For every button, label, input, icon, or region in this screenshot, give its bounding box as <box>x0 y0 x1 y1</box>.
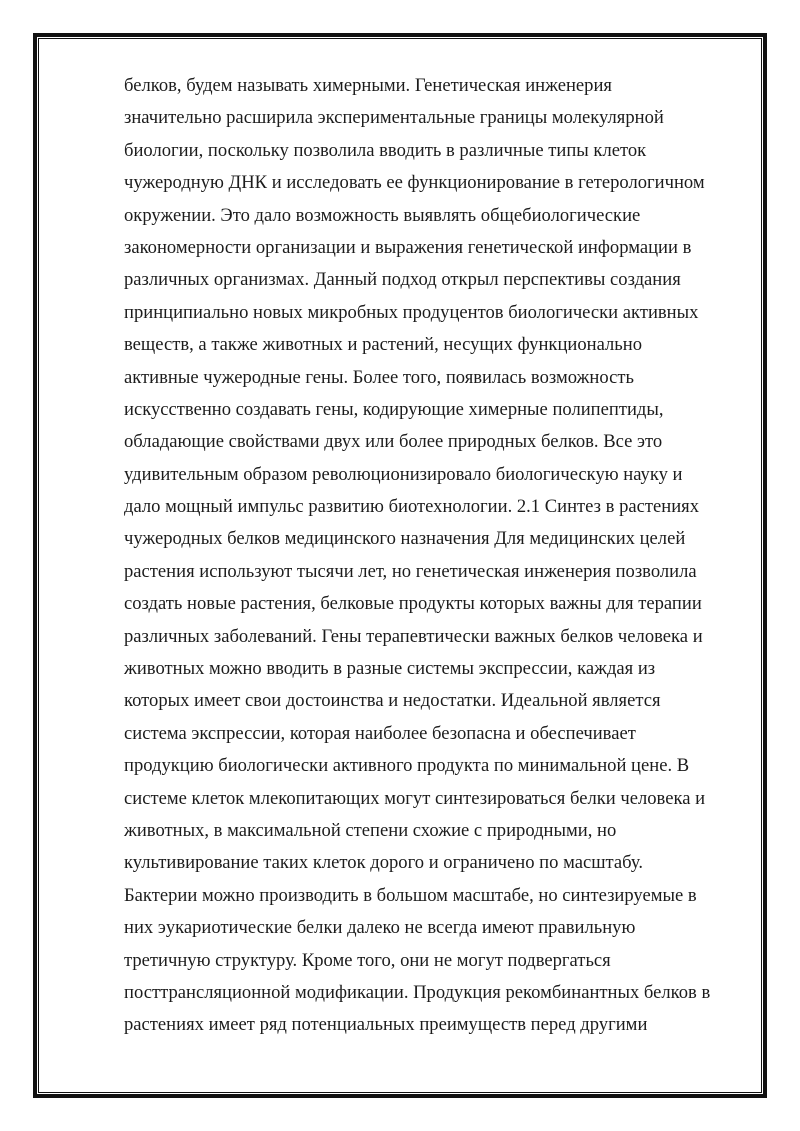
text-line: обладающие свойствами двух или более природных белков. Все это <box>124 431 663 453</box>
text-line: растениях имеет ряд потенциальных преимуществ перед другими <box>124 1014 648 1036</box>
text-line: продукцию биологически активного продукта по минимальной цене. В <box>124 755 690 777</box>
text-line: принципиально новых микробных продуцентов биологически активных <box>124 301 699 323</box>
text-line: искусственно создавать гены, кодирующие химерные полипептиды, <box>124 398 664 420</box>
text-line: белков, будем называть химерными. Генетическая инженерия <box>124 75 612 96</box>
text-line: создать новые растения, белковые продукты которых важны для терапии <box>124 593 702 615</box>
text-line: окружении. Это дало возможность выявлять общебиологические <box>124 204 641 226</box>
text-line: чужеродную ДНК и исследовать ее функционирование в гетерологичном <box>124 172 705 194</box>
text-line: третичную структуру. Кроме того, они не могут подвергаться <box>124 949 611 971</box>
text-line: Бактерии можно производить в большом масштабе, но синтезируемые в <box>124 884 697 906</box>
text-line: различных заболеваний. Гены терапевтически важных белков человека и <box>124 625 703 647</box>
text-line: активные чужеродные гены. Более того, появилась возможность <box>124 366 634 388</box>
text-line: посттрансляционной модификации. Продукция рекомбинантных белков в <box>124 981 711 1003</box>
document-text <box>124 70 724 1042</box>
text-line: значительно расширила экспериментальные границы молекулярной <box>124 107 664 129</box>
text-line: животных, в максимальной степени схожие с природными, но <box>124 819 617 841</box>
text-line: веществ, а также животных и растений, несущих функционально <box>124 334 643 356</box>
text-line: удивительным образом революционизировало биологическую науку и <box>124 463 683 485</box>
text-line: животных можно вводить в разные системы экспрессии, каждая из <box>124 658 656 680</box>
text-line: чужеродных белков медицинского назначения Для медицинских целей <box>124 528 686 550</box>
text-line: растения используют тысячи лет, но генетическая инженерия позволила <box>124 560 697 582</box>
text-line: которых имеет свои достоинства и недостатки. Идеальной является <box>124 690 661 712</box>
text-line: культивирование таких клеток дорого и ограничено по масштабу. <box>124 852 643 874</box>
text-line: них эукариотические белки далеко не всегда имеют правильную <box>124 917 636 939</box>
text-line: системе клеток млекопитающих могут синтезироваться белки человека и <box>124 787 706 809</box>
text-line: система экспрессии, которая наиболее безопасна и обеспечивает <box>124 722 636 744</box>
text-line: дало мощный импульс развитию биотехнологии. 2.1 Синтез в растениях <box>124 496 700 518</box>
text-line: различных организмах. Данный подход открыл перспективы создания <box>124 269 681 291</box>
text-line: биологии, поскольку позволила вводить в различные типы клеток <box>124 139 647 161</box>
text-line: закономерности организации и выражения генетической информации в <box>124 236 692 258</box>
